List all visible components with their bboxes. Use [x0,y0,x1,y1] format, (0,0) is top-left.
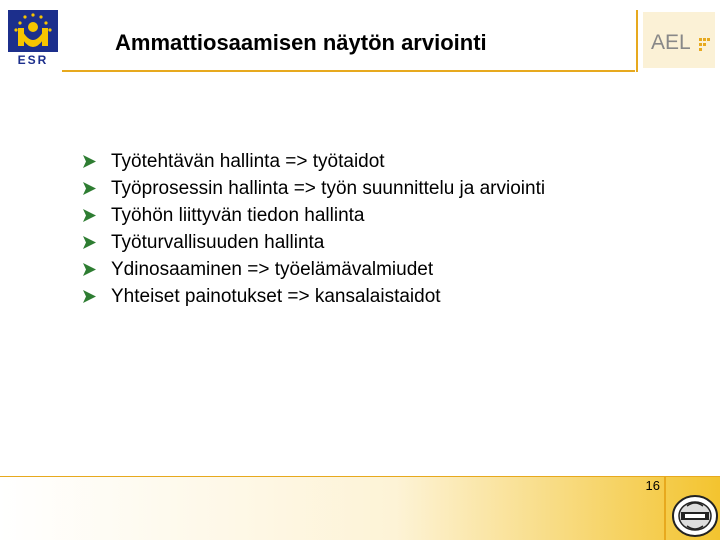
bullet-text: Työtehtävän hallinta => työtaidot [111,151,385,172]
footer-gradient-band [0,476,720,540]
ael-logo [643,12,715,68]
list-item [82,256,642,283]
bullet-list [82,148,642,310]
school-emblem-icon [672,494,718,538]
ael-logo-text: AEL [651,31,691,54]
eu-flag-icon [8,10,58,52]
esr-logo-text: ESR [17,53,49,67]
arrow-right-icon [82,208,97,223]
footer-vertical-divider [664,476,666,540]
list-item [82,283,642,310]
bullet-text: Työprosessin hallinta => työn suunnittelu ja arviointi [111,178,546,199]
bullet-text: Yhteiset painotukset => kansalaistaidot [111,286,441,307]
list-item [82,148,642,175]
header-vertical-divider [636,10,638,72]
arrow-right-icon [82,289,97,304]
ael-dots-icon [699,38,711,52]
page-number: 16 [645,478,660,493]
page-title: Ammattiosaamisen näytön arviointi [115,30,487,55]
arrow-right-icon [82,181,97,196]
bullet-text: Työhön liittyvän tiedon hallinta [111,205,365,226]
list-item [82,229,642,256]
arrow-right-icon [82,235,97,250]
bullet-text: Työturvallisuuden hallinta [111,232,325,253]
list-item [82,202,642,229]
bullet-text: Ydinosaaminen => työelämävalmiudet [111,259,434,280]
esr-logo [8,10,58,66]
list-item [82,175,642,202]
arrow-right-icon [82,262,97,277]
arrow-right-icon [82,154,97,169]
header-divider [62,70,635,72]
